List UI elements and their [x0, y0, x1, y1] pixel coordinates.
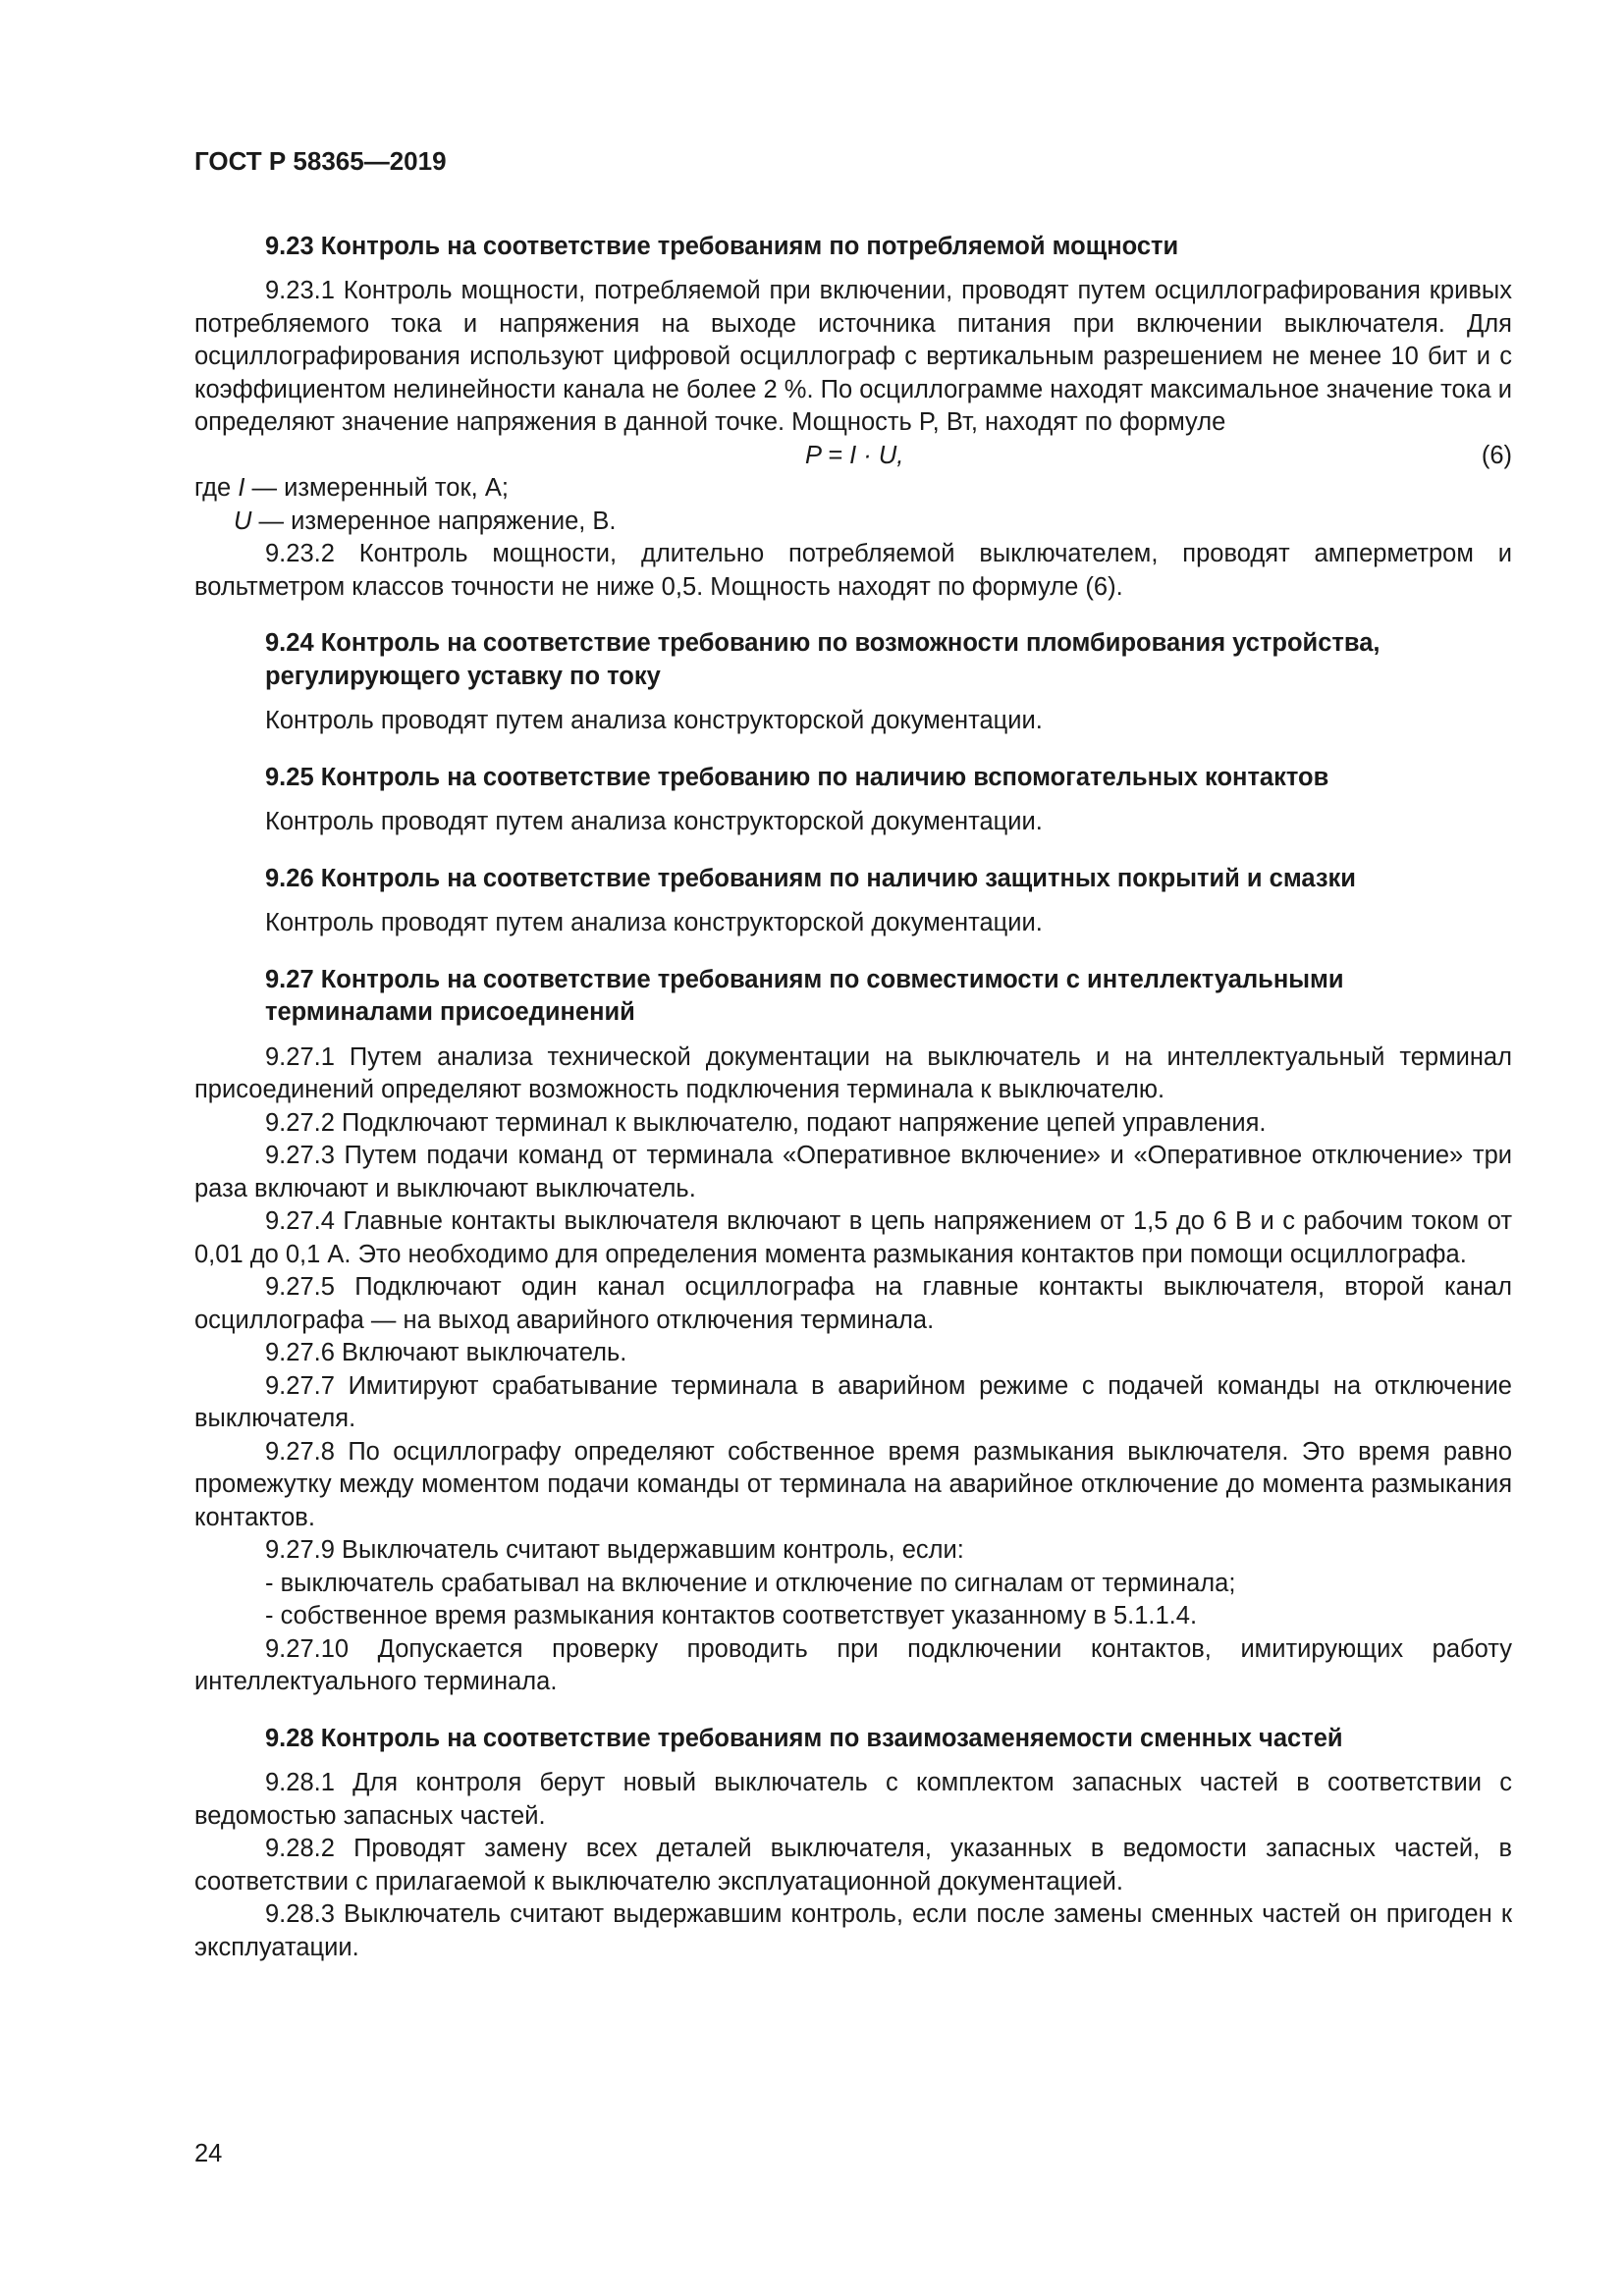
section-title-9-23: 9.23 Контроль на соответствие требованиям по потребляемой мощности	[265, 232, 1179, 260]
document-id-header: ГОСТ Р 58365—2019	[194, 146, 447, 176]
paragraph-9-27-9: 9.27.9 Выключатель считают выдержавшим контроль, если:	[265, 1536, 964, 1564]
paragraph-9-24: Контроль проводят путем анализа конструкторской документации.	[265, 707, 1043, 734]
where-line-voltage	[194, 506, 1512, 539]
paragraph-9-27-5: 9.27.5 Подключают один канал осциллографа на главные контакты выключателя, второй канал осциллографа — на выход аварийного отключения терминала.	[194, 1273, 1512, 1334]
paragraph-9-27-6: 9.27.6 Включают выключатель.	[265, 1339, 627, 1366]
paragraph-9-27-4: 9.27.4 Главные контакты выключателя включают в цепь напряжением от 1,5 до 6 В и с рабочим током от 0,01 до 0,1 А. Это необходимо для определения момента размыкания контактов при помощи осциллографа.	[194, 1207, 1512, 1268]
paragraph-9-25: Контроль проводят путем анализа конструкторской документации.	[265, 808, 1043, 835]
variable-u: U	[234, 507, 252, 535]
variable-i-description: — измеренный ток, А;	[251, 474, 509, 502]
paragraph-9-27-1: 9.27.1 Путем анализа технической документации на выключатель и на интеллектуальный терминал присоединений определяют возможность подключения терминала к выключателю.	[194, 1042, 1512, 1103]
list-item: - собственное время размыкания контактов соответствует указанному в 5.1.1.4.	[265, 1602, 1198, 1629]
section-title-9-24: 9.24 Контроль на соответствие требованию по возможности пломбирования устройства, регулирующего уставку по току	[265, 629, 1380, 690]
paragraph-9-27-3: 9.27.3 Путем подачи команд от терминала «Оперативное включение» и «Оперативное отключение» три раза включают и выключают выключатель.	[194, 1142, 1512, 1202]
formula-6	[194, 440, 1512, 473]
list-item: - выключатель срабатывал на включение и отключение по сигналам от терминала;	[265, 1569, 1236, 1597]
paragraph-9-28-2: 9.28.2 Проводят замену всех деталей выключателя, указанных в ведомости запасных частей, в соответствии с прилагаемой к выключателю эксплуатационной документацией.	[194, 1835, 1512, 1896]
section-title-9-26: 9.26 Контроль на соответствие требованиям по наличию защитных покрытий и смазки	[265, 864, 1356, 892]
page-number: 24	[194, 2140, 223, 2167]
paragraph-9-27-2: 9.27.2 Подключают терминал к выключателю, подают напряжение цепей управления.	[265, 1108, 1267, 1137]
where-prefix: где	[194, 474, 232, 502]
paragraph-9-27-8: 9.27.8 По осциллографу определяют собственное время размыкания выключателя. Это время равно промежутку между моментом подачи команды от терминала на аварийное отключение до момента размыкания контактов.	[194, 1437, 1512, 1531]
formula-expression: P = I · U,	[805, 441, 904, 469]
paragraph-9-28-3: 9.28.3 Выключатель считают выдержавшим контроль, если после замены сменных частей он пригоден к эксплуатации.	[194, 1900, 1512, 1961]
paragraph-9-26: Контроль проводят путем анализа конструкторской документации.	[265, 909, 1043, 936]
section-title-9-27: 9.27 Контроль на соответствие требованиям по совместимости с интеллектуальными терминалами присоединений	[265, 965, 1344, 1026]
section-title-9-25: 9.25 Контроль на соответствие требованию по наличию вспомогательных контактов	[265, 763, 1329, 791]
variable-u-description: — измеренное напряжение, В.	[258, 507, 617, 535]
page-content	[194, 145, 1512, 1964]
paragraph-9-27-7: 9.27.7 Имитируют срабатывание терминала в аварийном режиме с подачей команды на отключение выключателя.	[194, 1371, 1512, 1432]
paragraph-9-23-1: 9.23.1 Контроль мощности, потребляемой при включении, проводят путем осциллографирования кривых потребляемого тока и напряжения на выходе источника питания при включении выключателя. Для осциллографирования используют цифровой осциллограф с вертикальным разрешением не менее 10 бит и с коэффициентом нелинейности канала не более 2 %. По осциллограмме находят максимальное значение тока и определяют значение напряжения в данной точке. Мощность P, Вт, находят по формуле	[194, 277, 1512, 436]
paragraph-9-27-10: 9.27.10 Допускается проверку проводить при подключении контактов, имитирующих работу интеллектуального терминала.	[194, 1634, 1512, 1695]
paragraph-9-23-2: 9.23.2 Контроль мощности, длительно потребляемой выключателем, проводят амперметром и вольтметром классов точности не ниже 0,5. Мощность находят по формуле (6).	[194, 540, 1512, 601]
where-line-current	[194, 472, 1512, 506]
section-title-9-28: 9.28 Контроль на соответствие требованиям по взаимозаменяемости сменных частей	[265, 1724, 1343, 1752]
variable-i: I	[238, 474, 245, 502]
formula-number: (6)	[1481, 441, 1512, 469]
paragraph-9-28-1: 9.28.1 Для контроля берут новый выключатель с комплектом запасных частей в соответствии с ведомостью запасных частей.	[194, 1769, 1512, 1830]
